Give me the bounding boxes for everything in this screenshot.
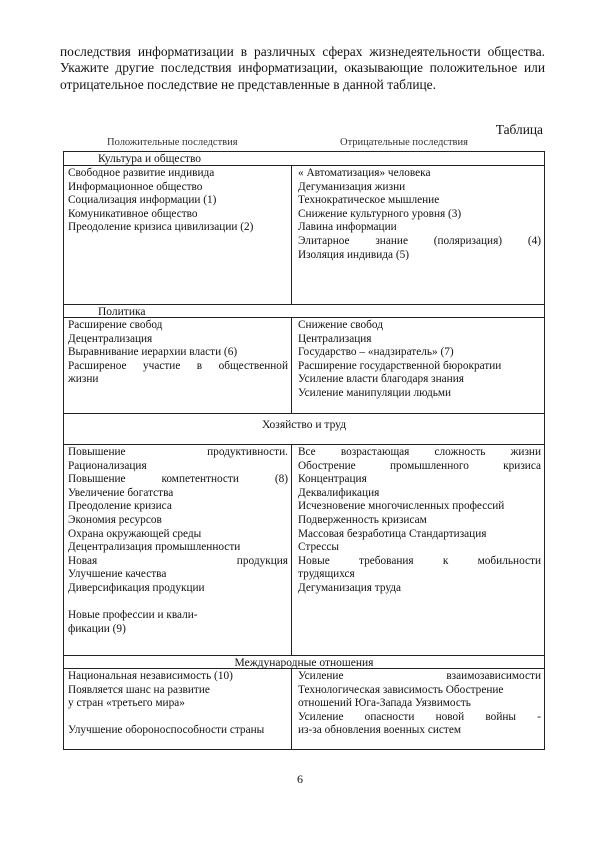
list-item: жизни xyxy=(68,373,99,386)
section-title-economy: Хозяйство и труд xyxy=(64,413,544,445)
list-item: Рационализация xyxy=(68,459,147,472)
international-positive xyxy=(64,669,292,749)
list-item: Снижение культурного уровня (3) xyxy=(298,207,462,220)
consequences-table xyxy=(63,151,545,750)
list-item: Дегуманизация жизни xyxy=(298,180,406,193)
list-item: Повышение компетентности (8) xyxy=(68,473,288,486)
list-item xyxy=(68,596,288,610)
table-label: Таблица xyxy=(495,122,543,137)
section-row-politics xyxy=(64,318,544,413)
culture-negative xyxy=(292,166,544,304)
list-item: Социализация информации (1) xyxy=(68,194,217,207)
list-item: Децентрализация xyxy=(68,332,153,345)
list-item: Информационное общество xyxy=(68,180,203,193)
list-item: Концентрация xyxy=(298,473,367,486)
list-item: Снижение свобод xyxy=(298,319,383,331)
section-title-politics: Политика xyxy=(64,304,544,318)
list-item: Улучшение качества xyxy=(68,568,167,581)
list-item: из-за обновления военных систем xyxy=(298,724,461,737)
header-positive: Положительные последствия xyxy=(107,137,238,148)
politics-positive xyxy=(64,318,292,413)
list-item: Исчезновение многочисленных профессий xyxy=(298,500,505,513)
list-item: Усиление взаимозависимости xyxy=(298,670,541,682)
list-item: Комуникативное общество xyxy=(68,207,198,220)
list-item: Все возрастающая сложность жизни xyxy=(298,446,541,458)
header-negative: Отрицательные последствия xyxy=(340,137,468,148)
section-title-international: Международные отношения xyxy=(64,655,544,669)
list-item: Повышение продуктивности. xyxy=(68,446,288,458)
culture-positive xyxy=(64,166,292,304)
column-headers xyxy=(60,137,548,151)
list-item: Расширеное участие в общественной xyxy=(68,359,288,372)
list-item: Новые требования к мобильности xyxy=(298,554,541,567)
list-item: Централизация xyxy=(298,332,372,345)
section-title-culture: Культура и общество xyxy=(64,152,544,166)
list-item: Технологическая зависимость Обострение xyxy=(298,683,504,696)
list-item xyxy=(68,711,288,725)
list-item: Экономия ресурсов xyxy=(68,513,162,526)
list-item: Появляется шанс на развитие xyxy=(68,683,210,696)
list-item: Выравнивание иерархии власти (6) xyxy=(68,346,238,359)
politics-negative xyxy=(292,318,544,413)
list-item: Расширение свобод xyxy=(68,319,163,331)
list-item: Изоляция индивида (5) xyxy=(298,248,410,261)
international-negative xyxy=(292,669,544,749)
list-item: Элитарное знание (поляризация) (4) xyxy=(298,234,541,247)
list-item: Подверженность кризисам xyxy=(298,513,427,526)
list-item: у стран «третьего мира» xyxy=(68,697,185,710)
section-row-culture xyxy=(64,166,544,304)
list-item: Деквалификация xyxy=(298,486,380,499)
list-item: Преодоление кризиса цивилизации (2) xyxy=(68,221,254,234)
list-item: Расширение государственной бюрократии xyxy=(298,359,502,372)
list-item: Улучшение обороноспособности страны xyxy=(68,724,265,737)
intro-paragraph: последствия информатизации в различных сферах жизнедеятельности общества. Укажите другие последствия информатизации, оказывающие положительное или отрицательное последствие не представленные в данной таблице. xyxy=(60,44,545,92)
list-item: Дегуманизация труда xyxy=(298,581,402,594)
list-item: Усиление власти благодаря знания xyxy=(298,373,464,386)
list-item: Государство – «надзиратель» (7) xyxy=(298,346,454,359)
list-item: Децентрализация промышленности xyxy=(68,541,241,554)
list-item: Охрана окружающей среды xyxy=(68,527,202,540)
list-item: Обострение промышленного кризиса xyxy=(298,459,541,472)
list-item: « Автоматизация» человека xyxy=(298,167,431,179)
list-item: отношений Юга-Запада Уязвимость xyxy=(298,697,471,710)
list-item: Преодоление кризиса xyxy=(68,500,172,513)
page-number: 6 xyxy=(297,772,303,786)
list-item: Диверсификация продукции xyxy=(68,581,205,594)
list-item: фикации (9) xyxy=(68,622,126,635)
list-item: Лавина информации xyxy=(298,221,397,234)
list-item: Свободное развитие индивида xyxy=(68,167,215,179)
list-item: Технократическое мышление xyxy=(298,194,440,207)
section-row-economy xyxy=(64,445,544,655)
list-item: трудящихся xyxy=(298,568,355,581)
list-item: Усиление опасности новой войны - xyxy=(298,710,541,723)
section-row-international xyxy=(64,669,544,749)
list-item: Новые профессии и квали- xyxy=(68,609,198,622)
list-item: Усиление манипуляции людьми xyxy=(298,386,452,399)
economy-negative xyxy=(292,445,544,655)
list-item: Массовая безработица Стандартизация xyxy=(298,527,487,540)
economy-positive xyxy=(64,445,292,655)
list-item: Новая продукция xyxy=(68,554,288,567)
list-item: Стрессы xyxy=(298,541,340,554)
list-item: Национальная независимость (10) xyxy=(68,670,233,682)
list-item: Увеличение богатства xyxy=(68,486,174,499)
